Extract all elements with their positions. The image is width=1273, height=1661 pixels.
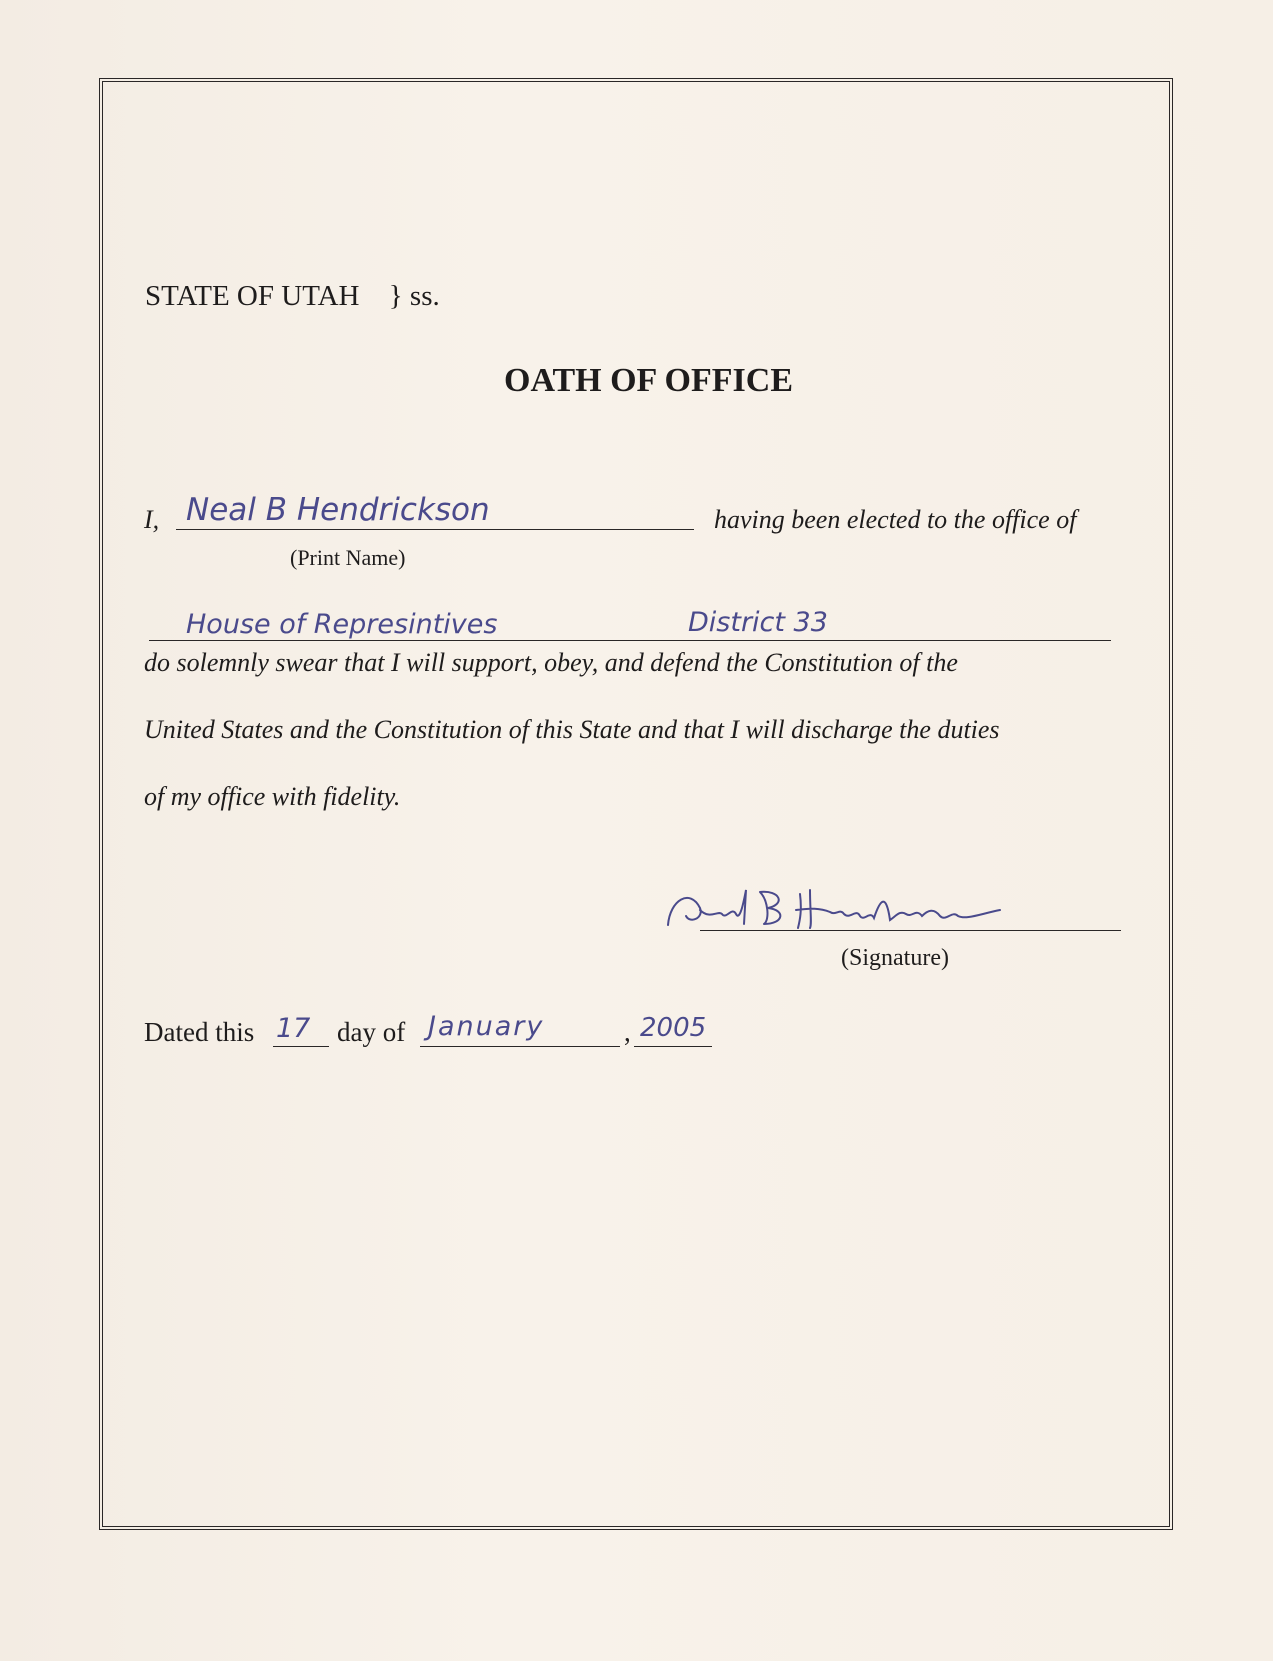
signature-line	[700, 930, 1121, 931]
ss-label: } ss.	[388, 280, 440, 312]
office-value-district: District 33	[688, 607, 828, 638]
day-of-label: day of	[337, 1017, 406, 1047]
year-value: 2005	[640, 1013, 707, 1043]
print-name-caption: (Print Name)	[290, 545, 406, 570]
signature-caption: (Signature)	[841, 945, 949, 971]
print-name-line	[176, 529, 694, 530]
date-comma: ,	[624, 1017, 631, 1047]
day-value: 17	[276, 1013, 311, 1044]
handwritten-signature	[660, 880, 1060, 940]
elected-text: having been elected to the office of	[714, 505, 1077, 534]
oath-body-line-3: of my office with fidelity.	[144, 782, 401, 811]
i-label: I,	[144, 505, 160, 534]
office-value-house: House of Represintives	[186, 609, 498, 640]
print-name-value: Neal B Hendrickson	[186, 492, 490, 528]
state-label: STATE OF UTAH	[145, 280, 360, 312]
dated-prefix: Dated this	[144, 1017, 255, 1047]
day-line	[273, 1046, 329, 1047]
month-line	[420, 1046, 620, 1047]
office-line	[149, 640, 1111, 641]
state-heading	[145, 280, 440, 313]
year-line	[634, 1046, 712, 1047]
document-title: OATH OF OFFICE	[504, 362, 793, 399]
oath-body-line-2: United States and the Constitution of this State and that I will discharge the duties	[144, 715, 1000, 744]
month-value: January	[428, 1011, 545, 1042]
oath-body-line-1: do solemnly swear that I will support, obey, and defend the Constitution of the	[144, 648, 958, 677]
